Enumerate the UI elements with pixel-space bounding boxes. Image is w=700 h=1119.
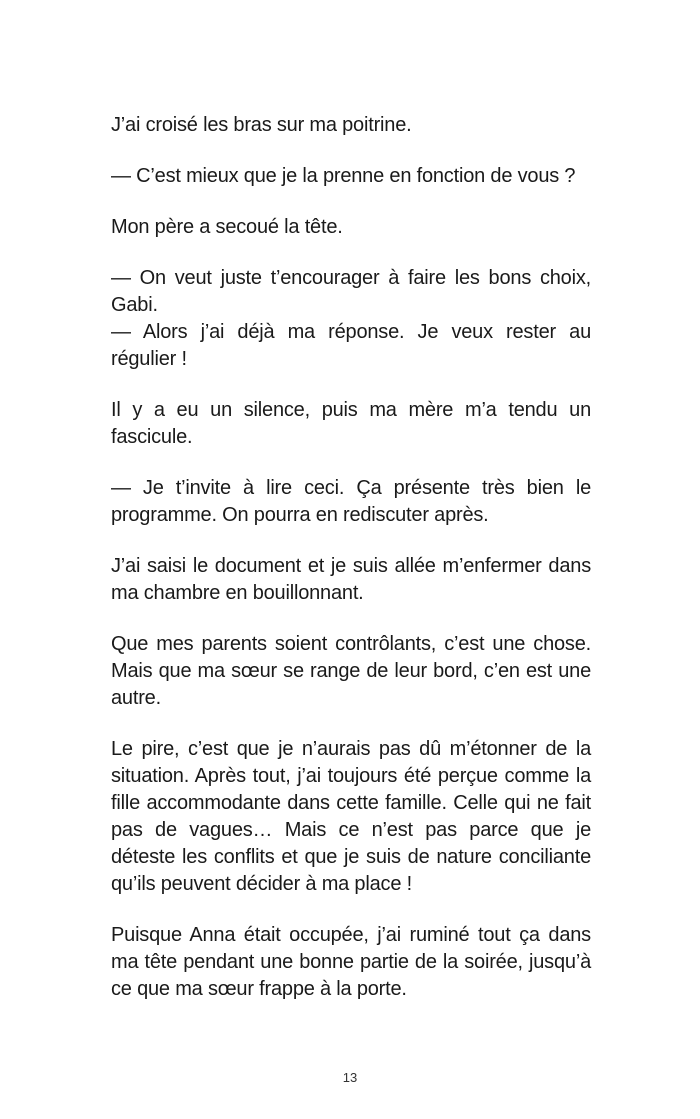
paragraph-line: Que mes parents soient contrôlants, c’est une chose. Mais que ma sœur se range de leur bord, c’en est une autre. (111, 633, 591, 709)
paragraph-line: Puisque Anna était occupée, j’ai ruminé tout ça dans ma tête pendant une bonne partie de la soirée, jusqu’à ce que ma sœur frappe à la porte. (111, 924, 591, 1000)
paragraph (111, 553, 591, 607)
paragraph (111, 922, 591, 1003)
paragraph-line: J’ai croisé les bras sur ma poitrine. (111, 114, 412, 136)
paragraph (111, 214, 591, 241)
paragraph (111, 112, 591, 139)
dialogue-line: — Je t’invite à lire ceci. Ça présente très bien le programme. On pourra en rediscuter après. (111, 477, 591, 526)
paragraph (111, 736, 591, 898)
dialogue-line: — C’est mieux que je la prenne en fonction de vous ? (111, 165, 576, 187)
paragraph-line: Il y a eu un silence, puis ma mère m’a tendu un fascicule. (111, 399, 591, 448)
dialogue-line: — Alors j’ai déjà ma réponse. Je veux rester au régulier ! (111, 321, 591, 370)
paragraph (111, 397, 591, 451)
book-page-body (111, 112, 591, 1027)
dialogue-paragraph (111, 265, 591, 373)
page-number: 13 (342, 1070, 358, 1085)
paragraph-line: Mon père a secoué la tête. (111, 216, 343, 238)
dialogue-paragraph (111, 475, 591, 529)
paragraph-line: J’ai saisi le document et je suis allée m’enfermer dans ma chambre en bouillonnant. (111, 555, 591, 604)
dialogue-paragraph (111, 163, 591, 190)
dialogue-line: — On veut juste t’encourager à faire les bons choix, Gabi. (111, 267, 591, 316)
paragraph-line: Le pire, c’est que je n’aurais pas dû m’étonner de la situation. Après tout, j’ai toujours été perçue comme la fille accommodante dans cette famille. Celle qui ne fait pas de vagues… Mais ce n’est pas parce que je déteste les conflits et que je suis de nature conciliante qu’ils peuvent décider à ma place ! (111, 738, 591, 895)
paragraph (111, 631, 591, 712)
